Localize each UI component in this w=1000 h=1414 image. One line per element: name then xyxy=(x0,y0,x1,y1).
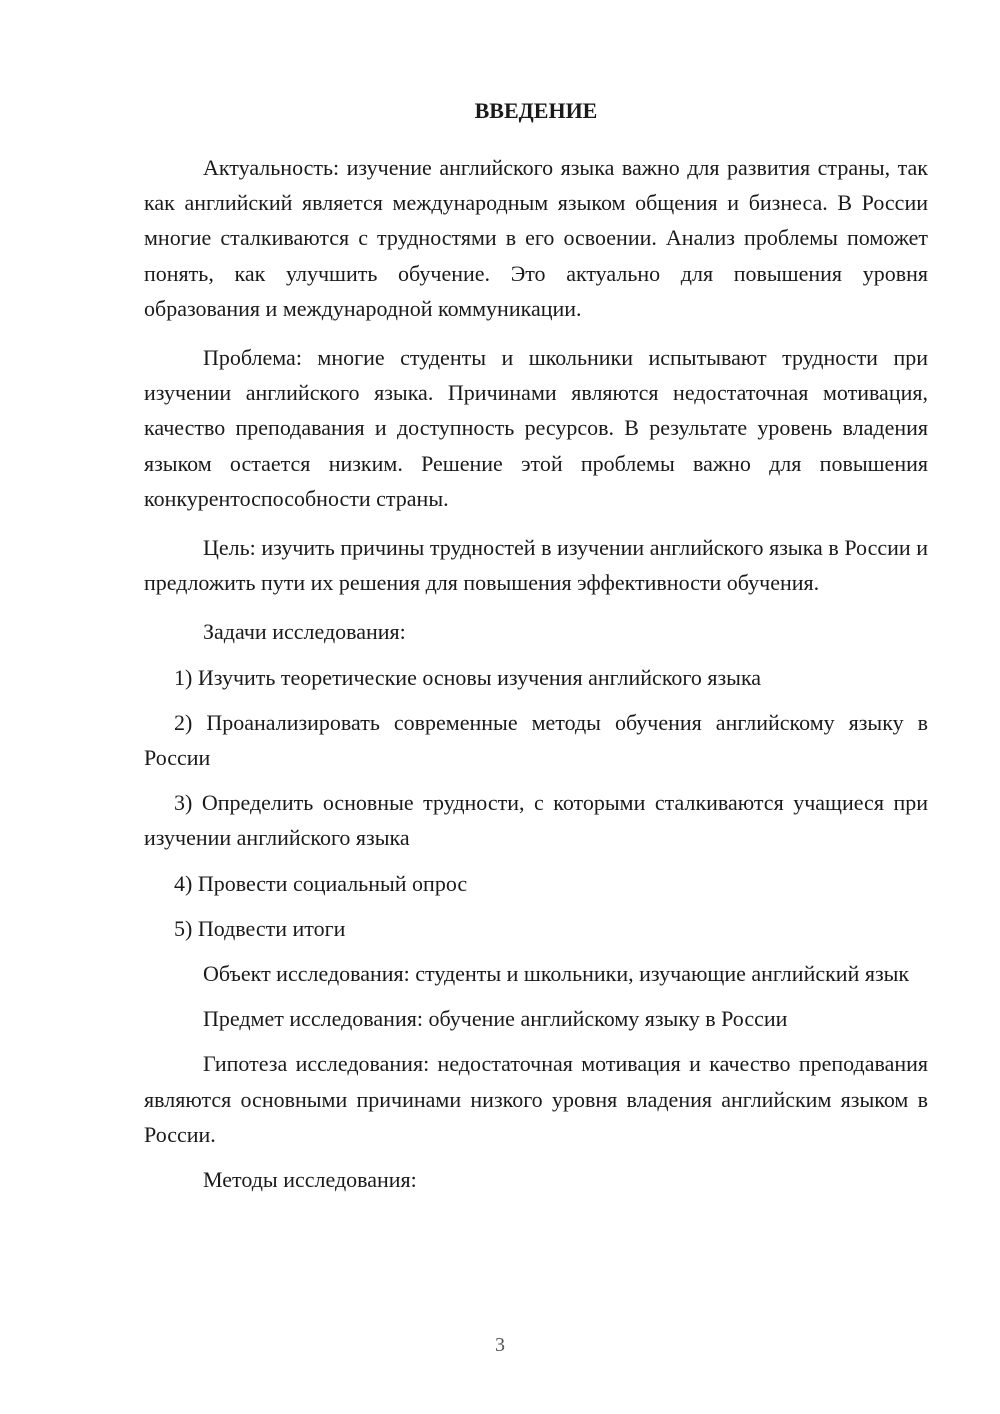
relevance-paragraph: Актуальность: изучение английского языка важно для развития страны, так как английский является международным языком общения и бизнеса. В России многие сталкиваются с трудностями в его освоении. Анализ проблемы поможет понять, как улучшить обучение. Это актуально для повышения уровня образования и международной коммуникации. xyxy=(144,155,928,321)
task-item-4: 4) Провести социальный опрос xyxy=(174,870,468,896)
task-item-1: 1) Изучить теоретические основы изучения английского языка xyxy=(174,664,762,690)
page-title: ВВЕДЕНИЕ xyxy=(474,98,598,123)
task-item-2: 2) Проанализировать современные методы обучения английскому языку в России xyxy=(144,709,928,771)
subject-paragraph: Предмет исследования: обучение английскому языку в России xyxy=(203,1006,788,1032)
page-number: 3 xyxy=(495,1334,505,1356)
methods-heading: Методы исследования: xyxy=(203,1167,417,1193)
tasks-heading: Задачи исследования: xyxy=(203,619,406,645)
problem-paragraph: Проблема: многие студенты и школьники испытывают трудности при изучении английского языка. Причинами являются недостаточная мотивация, качество преподавания и доступность ресурсов. В результате уровень владения языком остается низким. Решение этой проблемы важно для повышения конкурентоспособности страны. xyxy=(144,345,928,511)
hypothesis-paragraph: Гипотеза исследования: недостаточная мотивация и качество преподавания являются основными причинами низкого уровня владения английским языком в России. xyxy=(144,1051,928,1147)
goal-paragraph: Цель: изучить причины трудностей в изучении английского языка в России и предложить пути их решения для повышения эффективности обучения. xyxy=(144,535,928,596)
page-content xyxy=(144,92,928,1207)
task-item-5: 5) Подвести итоги xyxy=(174,915,346,941)
object-paragraph: Объект исследования: студенты и школьники, изучающие английский язык xyxy=(203,961,910,987)
task-item-3: 3) Определить основные трудности, с которыми сталкиваются учащиеся при изучении английского языка xyxy=(144,790,928,851)
